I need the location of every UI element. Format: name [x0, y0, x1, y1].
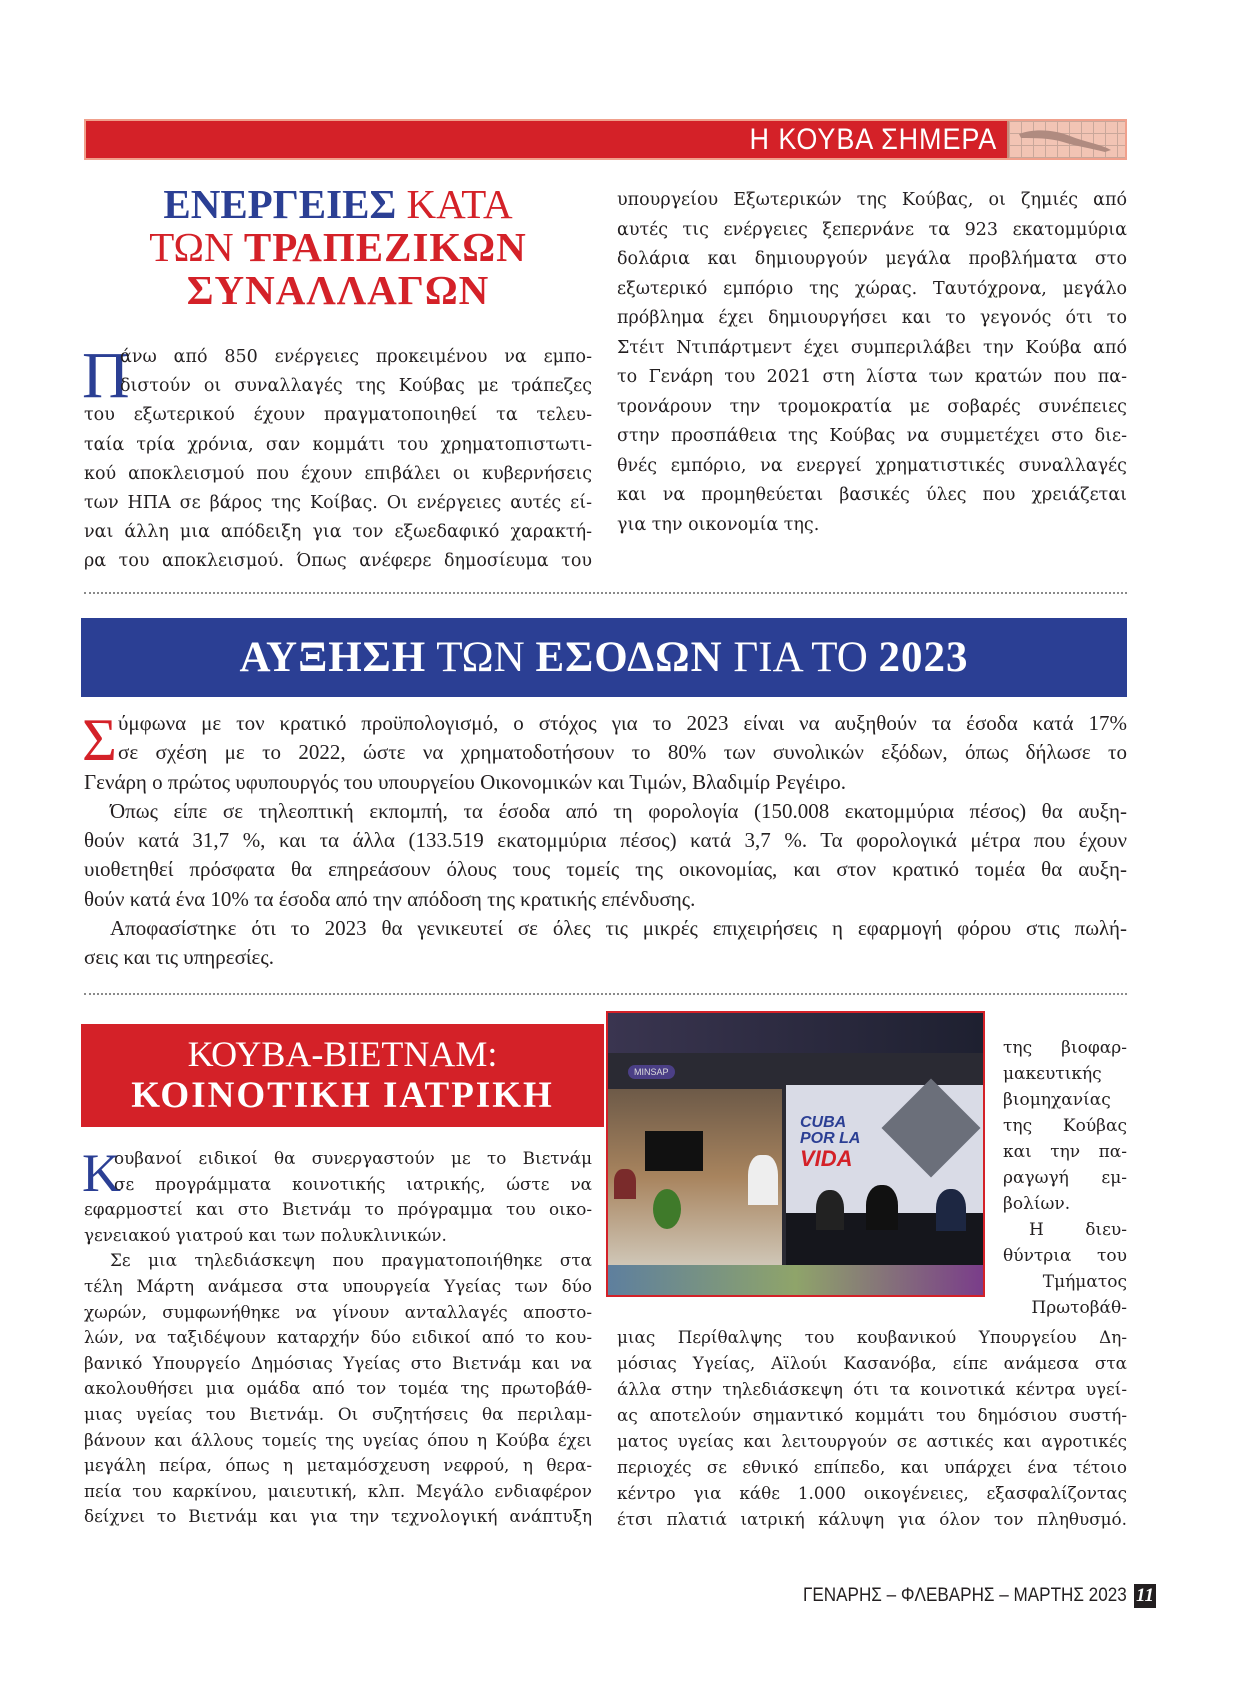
text-line: μόσιας Υγείας, Αϊλούι Κασανόβα, είπε ανάμεσα στα	[617, 1353, 1127, 1373]
article3-title-banner	[81, 1024, 604, 1127]
article2-title-banner	[81, 618, 1127, 697]
text-line: ας αποτελούν σημαντικό κομμάτι του δημόσιου συστή-	[617, 1405, 1127, 1425]
text-line: για την οικονομία της.	[617, 514, 820, 535]
title-word: ΤΡΑΠΕΖΙΚΩΝ	[243, 224, 527, 270]
page-number: 11	[1134, 1584, 1156, 1608]
text-line: άνω από 850 ενέργειες προκειμένου να εμπο-	[120, 347, 592, 367]
text-line: πεία του καρκίνου, μαιευτική, κλπ. Μεγάλο ενδιαφέρον	[84, 1480, 592, 1501]
text-line: κού αποκλεισμού που έχουν επιβάλει οι κυβερνήσεις	[84, 463, 592, 484]
title-word: ΑΥΞΗΣΗ	[239, 634, 427, 681]
title-word: ΤΩΝ	[149, 224, 234, 270]
video-tile-cuba	[786, 1085, 983, 1265]
text-line: έτσι πλατιά ιατρική κάλυψη για όλον τον πληθυσμό.	[617, 1509, 1127, 1529]
text-line: θούν κατά ένα 10% τα έσοδα από την απόδοση της κρατικής επένδυσης.	[84, 886, 696, 911]
teleconference-photo	[606, 1011, 985, 1297]
text-line: ακολουθήσει μια ομάδα από τον τομέα της πρωτοβάθ-	[84, 1378, 592, 1399]
text-line: Σε μια τηλεδιάσκεψη που πραγματοποιήθηκε στα	[110, 1250, 592, 1271]
text-line: αυτές τις ενέργειες ξεπερνάνε τα 923 εκατομμύρια	[617, 219, 1127, 240]
article3-right-column	[617, 1324, 1127, 1532]
text-line: Στέιτ Ντιπάρτμεντ έχει συμπεριλάβει την Κούβα από	[617, 337, 1127, 358]
text-line: Γενάρη ο πρώτος υφυπουργός του υπουργείου Οικονομικών και Τιμών, Βλαδιμίρ Ρεγέιρο.	[84, 769, 846, 794]
text-line: Αποφασίστηκε ότι το 2023 θα γενικευτεί σε όλες τις μικρές επιχειρήσεις η εφαρμογή φόρου στις πωλή-	[110, 916, 1127, 941]
text-line: το Γενάρη του 2021 στη λίστα των κρατών που πα-	[617, 367, 1127, 387]
text-line: τρονάρουν την τρομοκρατία με σοβαρές συνέπειες	[617, 396, 1127, 417]
text-line: Η διευ-	[1029, 1220, 1127, 1240]
text-line: ραγωγή εμ-	[1003, 1168, 1127, 1188]
text-line: Πρωτοβάθ-	[1031, 1298, 1127, 1318]
title-word: ΣΥΝΑΛΛΑΓΩΝ	[186, 267, 490, 313]
title-word: ΕΣΟΔΩΝ	[535, 634, 723, 681]
title-word: ΓΙΑ ΤΟ	[733, 634, 868, 681]
drop-cap: Σ	[82, 707, 117, 773]
text-line: σε προγράμματα κοινοτικής ιατρικής, ώστε να	[114, 1173, 592, 1194]
text-line: δείχνει το Βιετνάμ και για την τεχνολογική ανάπτυξη	[84, 1506, 592, 1527]
text-line: ρα του αποκλεισμού. Όπως ανέφερε δημοσίευμα του	[84, 551, 592, 572]
text-line: Όπως είπε σε τηλεοπτική εκπομπή, τα έσοδα από τη φορολογία (150.008 εκατομμύρια πέσος) θα αυξη-	[110, 798, 1127, 823]
banner-text: CUBA	[800, 1114, 847, 1131]
text-line: βάνουν και άλλους τομείς της υγείας όπου η Κούβα έχει	[84, 1429, 592, 1450]
photo-label: MINSAP	[628, 1065, 675, 1079]
text-line: και να προμηθεύεται βασικές ύλες που χρειάζεται	[617, 485, 1127, 505]
text-line: μεγάλη πείρα, όπως η μεταμόσχευση νεφρού, η θερα-	[84, 1455, 592, 1476]
text-line: τέλη Μάρτη ανάμεσα στα υπουργεία Υγείας των δύο	[84, 1275, 592, 1296]
text-line: Τμήματος	[1042, 1272, 1127, 1292]
text-line: ουβανοί ειδικοί θα συνεργαστούν με το Βιετνάμ	[114, 1148, 592, 1168]
text-line: σε σχέση με το 2022, ώστε να χρηματοδοτήσουν το 80% των συνολικών εξόδων, όπως δήλωσε το	[118, 740, 1127, 765]
text-line: ταία τρία χρόνια, σαν κομμάτι του χρηματοπιστωτι-	[84, 434, 592, 455]
article1-left-column	[82, 339, 592, 577]
text-line: μιας υγείας του Βιετνάμ. Οι συζητήσεις θα περιλαμ-	[84, 1403, 592, 1424]
title-line: ΚΟΥΒΑ-ΒΙΕΤΝΑΜ:	[187, 1034, 498, 1074]
text-line: θύντρια του	[1003, 1246, 1127, 1266]
divider	[84, 993, 1127, 995]
text-line: κέντρο για κάθε 1.000 οικογένειες, εξασφαλίζοντας	[617, 1483, 1127, 1503]
text-line: σεις και τις υπηρεσίες.	[84, 945, 274, 970]
text-line: άλλα στην τηλεδιάσκεψη ότι τα κοινοτικά κέντρα υγεί-	[617, 1379, 1127, 1399]
text-line: λών, να ταξιδέψουν καταρχήν δύο ειδικοί από το κου-	[84, 1327, 592, 1348]
text-line: δολάρια και δημιουργούν μεγάλα προβλήματα στο	[617, 249, 1127, 269]
article1-right-column	[617, 186, 1127, 540]
text-line: πρόβλημα έχει δημιουργήσει και το γεγονός ότι το	[617, 308, 1127, 328]
article1-title	[84, 183, 592, 312]
issue-date: ΓΕΝΑΡΗΣ – ΦΛΕΒΑΡΗΣ – ΜΑΡΤΗΣ 2023	[803, 1585, 1127, 1606]
text-line: γενειακού γιατρού και των πολυκλινικών.	[84, 1224, 447, 1245]
text-line: θνές εμπόριο, να ενεργεί χρηματιστικές συναλλαγές	[617, 455, 1127, 476]
text-line: υπουργείου Εξωτερικών της Κούβας, οι ζημιές από	[617, 190, 1127, 210]
text-line: θούν κατά 31,7 %, και τα άλλα (133.519 εκατομμύρια πέσος) κατά 3,7 %. Τα φορολογικά μέτρα που έχουν	[84, 828, 1127, 853]
cuba-map-icon	[1007, 121, 1125, 158]
text-line: ματος υγείας και λειτουργούν σε αστικές και αγροτικές	[617, 1431, 1127, 1451]
drop-cap: Κ	[82, 1143, 121, 1203]
text-line: της βιοφαρ-	[1003, 1038, 1127, 1058]
text-line: διστούν οι συναλλαγές της Κούβας με τράπεζες	[120, 376, 592, 397]
text-line: βανικό Υπουργείο Δημόσιας Υγείας στο Βιετνάμ και να	[84, 1352, 592, 1373]
section-header-bar	[84, 119, 1127, 160]
text-line: της Κούβας	[1003, 1116, 1127, 1136]
text-line: του εξωτερικού έχουν πραγματοποιηθεί τα τελευ-	[84, 405, 592, 426]
title-word: ΕΝΕΡΓΕΙΕΣ	[163, 181, 397, 227]
article2-body	[84, 709, 1127, 973]
video-tile-vietnam	[608, 1089, 782, 1265]
title-word: ΤΩΝ	[436, 634, 525, 681]
text-line: ύμφωνα με τον κρατικό προϋπολογισμό, ο στόχος για το 2023 είναι να αυξηθούν τα έσοδα κατά 17%	[118, 711, 1127, 735]
banner-text: POR LA	[800, 1130, 861, 1147]
divider	[84, 592, 1127, 594]
title-word: ΚΑΤΑ	[406, 181, 513, 227]
drop-cap: Π	[82, 339, 130, 412]
text-line: περιοχές σε εθνικό επίπεδο, και υπάρχει ένα τέτοιο	[617, 1457, 1127, 1477]
text-line: βολίων.	[1003, 1194, 1071, 1214]
text-line: βιομηχανίας	[1003, 1090, 1111, 1110]
text-line: μακευτικής	[1003, 1064, 1102, 1084]
text-line: των ΗΠΑ σε βάρος της Κοίβας. Οι ενέργειες αυτές εί-	[84, 493, 592, 514]
title-word: 2023	[878, 634, 969, 681]
text-line: εξωτερικό εμπόριο της χώρας. Ταυτόχρονα, μεγάλο	[617, 278, 1127, 299]
article3-narrow-column	[1003, 1035, 1127, 1321]
title-line: ΚΟΙΝΟΤΙΚΗ ΙΑΤΡΙΚΗ	[131, 1075, 554, 1116]
text-line: χωρών, συμφωνήθηκε να γίνουν ανταλλαγές αποστο-	[84, 1301, 592, 1322]
banner-text: VIDA	[800, 1146, 853, 1171]
article3-left-column	[82, 1143, 592, 1530]
text-line: εφαρμοστεί και στο Βιετνάμ το πρόγραμμα του οικο-	[84, 1199, 592, 1220]
text-line: στην προσπάθεια της Κούβας να συμμετέχει στο διε-	[617, 426, 1127, 446]
section-title: Η ΚΟΥΒΑ ΣΗΜΕΡΑ	[749, 123, 997, 156]
text-line: ναι άλλη μια απόδειξη για τον εξωεδαφικό χαρακτή-	[84, 522, 592, 543]
text-line: μιας Περίθαλψης του κουβανικού Υπουργείου Δη-	[617, 1327, 1127, 1347]
text-line: και την πα-	[1003, 1142, 1127, 1162]
text-line: υιοθετηθεί πρόσφατα θα επηρεάσουν όλους τους τομείς της οικονομίας, και στον κρατικό τομέα θα αυξη-	[84, 857, 1127, 882]
